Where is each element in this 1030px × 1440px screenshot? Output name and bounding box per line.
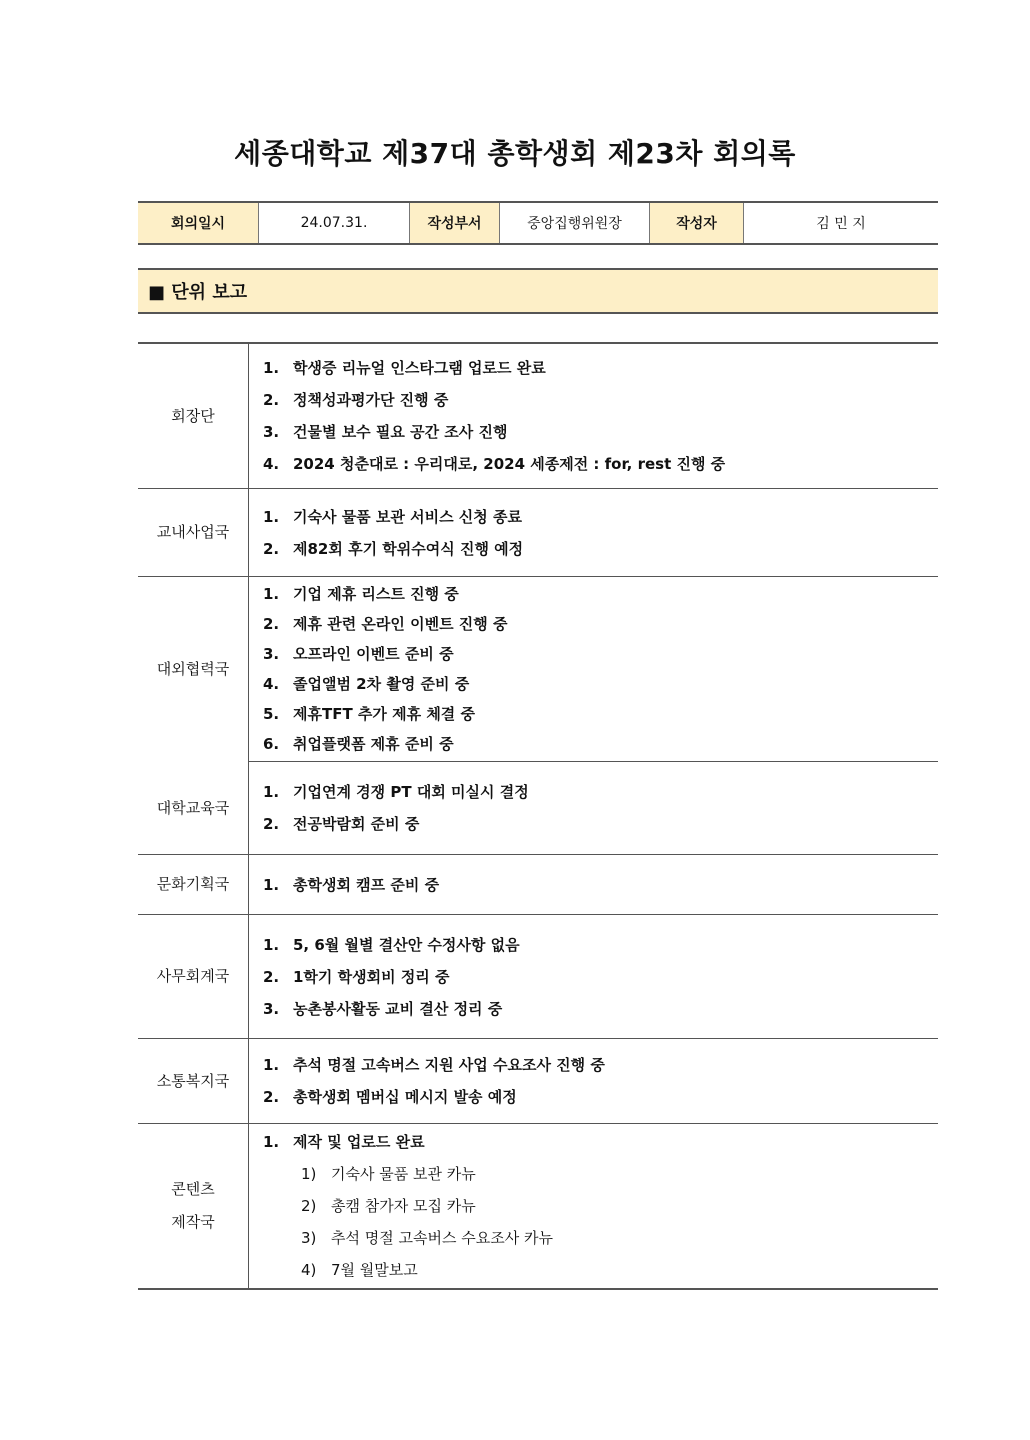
list-item: 2. 제휴 관련 온라인 이벤트 진행 중	[263, 615, 508, 633]
list-item: 2. 총학생회 멤버십 메시지 발송 예정	[263, 1088, 517, 1106]
unit-name-line: 콘텐츠	[171, 1180, 215, 1198]
unit-items	[249, 915, 938, 1038]
author-value: 김 민 지	[816, 216, 866, 232]
list-item: 2. 1학기 학생회비 정리 중	[263, 967, 450, 986]
unit-name: 소통복지국	[138, 1039, 249, 1123]
list-item: 2. 제82회 후기 학위수여식 진행 예정	[263, 539, 524, 558]
list-item: 1. 기업 제휴 리스트 진행 중	[263, 585, 459, 603]
unit-row-president	[138, 344, 938, 489]
sub-list-item: 1) 기숙사 물품 보관 카뉴	[301, 1165, 476, 1183]
unit-report-table	[138, 342, 938, 1290]
meeting-date-value: 24.07.31.	[259, 203, 410, 243]
list-item: 4. 졸업앨범 2차 촬영 준비 중	[263, 675, 470, 693]
list-item: 1. 기업연계 경쟁 PT 대회 미실시 결정	[263, 783, 529, 801]
unit-row-university-education	[138, 762, 938, 855]
unit-items	[249, 1039, 938, 1123]
list-item: 5. 제휴TFT 추가 제휴 체결 중	[263, 705, 476, 723]
unit-name: 사무회계국	[138, 915, 249, 1038]
page-title: 세종대학교 제37대 총학생회 제23차 회의록	[234, 137, 796, 170]
unit-name: 교내사업국	[138, 489, 249, 576]
unit-items	[249, 489, 938, 576]
unit-items	[249, 577, 938, 762]
list-item: 1. 학생증 리뉴얼 인스타그램 업로드 완료	[263, 359, 546, 377]
list-item: 1. 기숙사 물품 보관 서비스 신청 종료	[263, 507, 522, 526]
unit-name: 문화기획국	[138, 855, 249, 914]
list-item: 1. 추석 명절 고속버스 지원 사업 수요조사 진행 중	[263, 1056, 605, 1074]
list-item: 3. 농촌봉사활동 교비 결산 정리 중	[263, 999, 503, 1018]
unit-items	[249, 1124, 938, 1288]
list-item: 1. 총학생회 캠프 준비 중	[263, 875, 440, 894]
unit-row-content-production	[138, 1124, 938, 1288]
unit-name: 대외협력국	[138, 577, 249, 762]
sub-list-item: 2) 총캠 참가자 모집 카뉴	[301, 1197, 476, 1215]
list-item: 2. 전공박람회 준비 중	[263, 815, 420, 833]
unit-row-communication-welfare	[138, 1039, 938, 1124]
meeting-info-table	[138, 201, 938, 245]
unit-items	[249, 762, 938, 854]
writing-dept-value: 중앙집행위원장	[500, 203, 650, 243]
unit-name-line: 제작국	[171, 1213, 215, 1231]
section-title: ■ 단위 보고	[148, 282, 248, 303]
unit-name	[138, 1124, 249, 1288]
meeting-date-label: 회의일시	[138, 203, 259, 243]
writing-dept-label: 작성부서	[410, 203, 500, 243]
unit-row-office-accounting	[138, 915, 938, 1039]
sub-list-item: 3) 추석 명절 고속버스 수요조사 카뉴	[301, 1229, 553, 1247]
unit-row-campus-business	[138, 489, 938, 577]
list-item: 1. 5, 6월 월별 결산안 수정사항 없음	[263, 935, 520, 954]
list-item: 4. 2024 청춘대로 : 우리대로, 2024 세종제전 : for, rest 진행 중	[263, 455, 726, 473]
list-item: 1. 제작 및 업로드 완료	[263, 1133, 425, 1151]
sub-list-item: 4) 7월 월말보고	[301, 1261, 418, 1279]
author-label: 작성자	[650, 203, 744, 243]
unit-items	[249, 855, 938, 914]
list-item: 3. 오프라인 이벤트 준비 중	[263, 645, 454, 663]
unit-items	[249, 344, 938, 488]
unit-name: 회장단	[138, 344, 249, 488]
unit-name: 대학교육국	[138, 762, 249, 854]
list-item: 6. 취업플랫폼 제휴 준비 중	[263, 735, 454, 753]
section-header	[138, 268, 938, 314]
unit-row-external-affairs	[138, 577, 938, 762]
list-item: 2. 정책성과평가단 진행 중	[263, 391, 449, 409]
unit-row-culture-planning	[138, 855, 938, 915]
list-item: 3. 건물별 보수 필요 공간 조사 진행	[263, 423, 508, 441]
